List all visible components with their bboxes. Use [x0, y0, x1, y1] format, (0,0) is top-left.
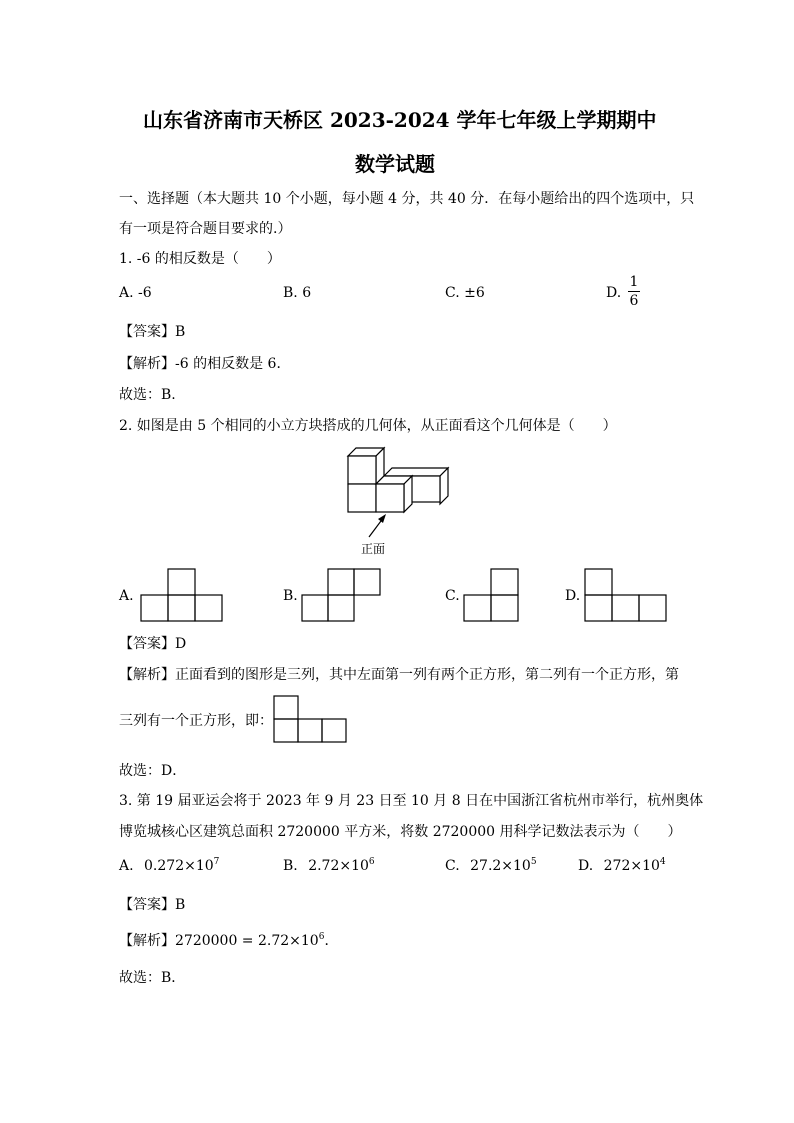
fraction-denominator: 6: [629, 293, 639, 309]
q2-analysis-line2: 三列有一个正方形，即：: [119, 713, 273, 729]
option-base: 0.272×10: [144, 858, 214, 874]
option-label: C.: [445, 858, 460, 874]
option-base: 272×10: [603, 858, 660, 874]
q2-option-c-figure: [464, 568, 520, 622]
fraction-bar: [628, 291, 640, 292]
q1-option-d: D.: [606, 285, 622, 301]
q2-option-b-figure: [302, 568, 382, 622]
q2-analysis-figure: [273, 695, 347, 744]
q2-answer: 【答案】D: [119, 636, 187, 652]
q3-option-b: [283, 858, 375, 874]
q2-analysis-line1: 【解析】正面看到的图形是三列，其中左面第一列有两个正方形，第二列有一个正方形，第: [119, 667, 679, 683]
document-title: 山东省济南市天桥区 2023-2024 学年七年级上学期期中: [143, 108, 657, 132]
q1-option-a: A. -6: [119, 285, 152, 301]
q2-option-a: A.: [119, 588, 134, 604]
q1-stem: 1. -6 的相反数是（ ）: [119, 251, 281, 267]
q1-conclusion: 故选：B.: [119, 387, 176, 403]
analysis-prefix: 【解析】: [119, 933, 175, 949]
option-base: 2.72×10: [308, 858, 369, 874]
q3-answer: 【答案】B: [119, 897, 186, 913]
q2-conclusion: 故选：D．: [119, 763, 187, 779]
q3-conclusion: 故选：B．: [119, 970, 186, 986]
q2-stem: 2. 如图是由 5 个相同的小立方块搭成的几何体，从正面看这个几何体是（ ）: [119, 418, 617, 434]
q2-option-a-figure: [141, 568, 223, 622]
q1-answer: 【答案】B: [119, 324, 186, 340]
q3-stem-line2: 博览城核心区建筑总面积 2720000 平方米，将数 2720000 用科学记数法表示为（ ）: [119, 824, 682, 840]
q2-figure-label: 正面: [361, 542, 386, 556]
analysis-exponent: 6: [318, 932, 325, 942]
option-base: 27.2×10: [470, 858, 531, 874]
fraction-numerator: 1: [629, 274, 639, 290]
q1-option-d-fraction: [626, 274, 642, 309]
document-subtitle: 数学试题: [355, 152, 435, 176]
q2-option-c: C.: [445, 588, 460, 604]
q3-option-d: [578, 858, 666, 874]
option-exponent: 6: [368, 857, 375, 867]
option-label: A.: [119, 858, 134, 874]
section-heading-line1: 一、选择题（本大题共 10 个小题，每小题 4 分，共 40 分．在每小题给出的四个选项中，只: [119, 191, 695, 207]
q1-option-c: C. ±6: [445, 285, 485, 301]
q2-option-d-figure: [585, 568, 667, 622]
option-exponent: 4: [659, 857, 666, 867]
analysis-equation: 2720000 = 2.72×10: [175, 933, 319, 949]
q3-option-a: [119, 858, 219, 874]
q3-option-c: [445, 858, 537, 874]
section-heading-line2: 有一项是符合题目要求的.）: [119, 221, 292, 237]
q3-analysis: [119, 930, 338, 950]
q3-stem-line1: 3. 第 19 届亚运会将于 2023 年 9 月 23 日至 10 月 8 日在中国浙江省杭州市举行，杭州奥体: [119, 793, 704, 809]
q2-option-d: D.: [565, 588, 581, 604]
q1-option-b: B. 6: [283, 285, 312, 301]
option-exponent: 7: [213, 857, 220, 867]
option-label: D.: [578, 858, 594, 874]
q1-analysis: 【解析】-6 的相反数是 6．: [119, 356, 291, 372]
q2-option-b: B.: [283, 588, 298, 604]
analysis-suffix: ．: [324, 933, 339, 949]
q2-arrow-icon: [366, 512, 390, 540]
option-exponent: 5: [530, 857, 537, 867]
q2-cube-figure: [340, 440, 460, 550]
option-label: B.: [283, 858, 298, 874]
